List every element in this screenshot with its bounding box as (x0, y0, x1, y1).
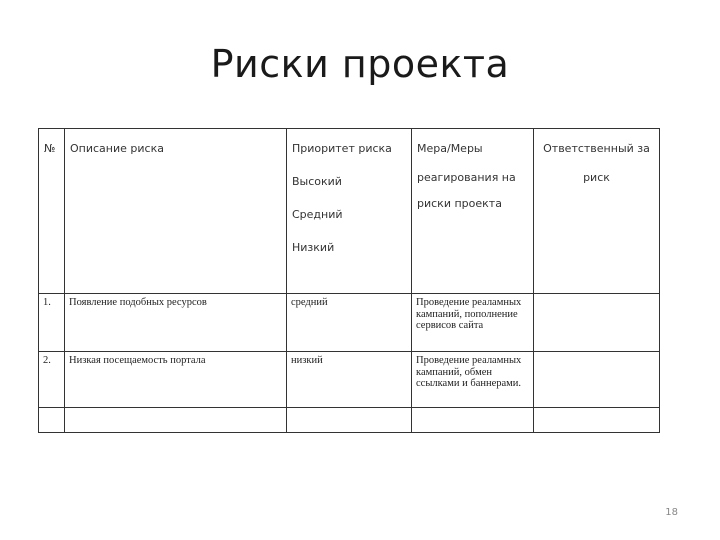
row-num: 2. (43, 355, 51, 366)
row-description-cell (65, 352, 287, 408)
table-header-row (39, 129, 660, 294)
row-description: Появление подобных ресурсов (69, 297, 207, 308)
row-priority-cell (287, 294, 412, 352)
header-num-cell (39, 129, 65, 294)
row-priority: низкий (291, 355, 323, 366)
header-measures-line-2: реагирования на (417, 171, 516, 184)
row-measures: Проведение реаламных кампаний, пополнение сервисов сайта (416, 297, 522, 331)
header-description-cell (65, 129, 287, 294)
header-measures-cell (412, 129, 534, 294)
header-num: № (44, 142, 56, 155)
row-responsible-cell (534, 408, 660, 433)
row-measures-cell (412, 294, 534, 352)
table-row-empty (39, 408, 660, 433)
row-num-cell (39, 294, 65, 352)
row-description-cell (65, 408, 287, 433)
priority-level-high: Высокий (292, 175, 342, 188)
row-priority-cell (287, 352, 412, 408)
row-responsible-cell (534, 294, 660, 352)
page-number: 18 (665, 507, 678, 518)
priority-level-low: Низкий (292, 241, 335, 254)
header-measures-line-3: риски проекта (417, 197, 502, 210)
row-measures-cell (412, 408, 534, 433)
row-responsible (534, 408, 659, 411)
table-row (39, 352, 660, 408)
header-priority: Приоритет риска (292, 142, 392, 155)
row-num: 1. (43, 297, 51, 308)
row-measures (412, 408, 533, 411)
header-responsible-line-2: риск (583, 171, 610, 184)
row-responsible (534, 294, 659, 297)
header-measures-line-1: Мера/Меры (417, 142, 483, 155)
row-num (39, 408, 64, 411)
header-responsible-line-1: Ответственный за (543, 142, 650, 155)
slide-title: Риски проекта (210, 42, 510, 86)
header-responsible-cell (534, 129, 660, 294)
table-row (39, 294, 660, 352)
row-priority (287, 408, 411, 411)
row-priority-cell (287, 408, 412, 433)
row-priority: средний (291, 297, 328, 308)
row-description-cell (65, 294, 287, 352)
row-responsible-cell (534, 352, 660, 408)
row-description (65, 408, 286, 411)
row-measures-cell (412, 352, 534, 408)
row-num-cell (39, 408, 65, 433)
row-description: Низкая посещаемость портала (69, 355, 206, 366)
row-measures: Проведение реаламных кампаний, обмен ссылками и баннерами. (416, 355, 522, 389)
row-responsible (534, 352, 659, 355)
row-num-cell (39, 352, 65, 408)
header-priority-cell (287, 129, 412, 294)
header-description: Описание риска (70, 142, 164, 155)
priority-level-medium: Средний (292, 208, 343, 221)
risk-table (38, 128, 660, 433)
